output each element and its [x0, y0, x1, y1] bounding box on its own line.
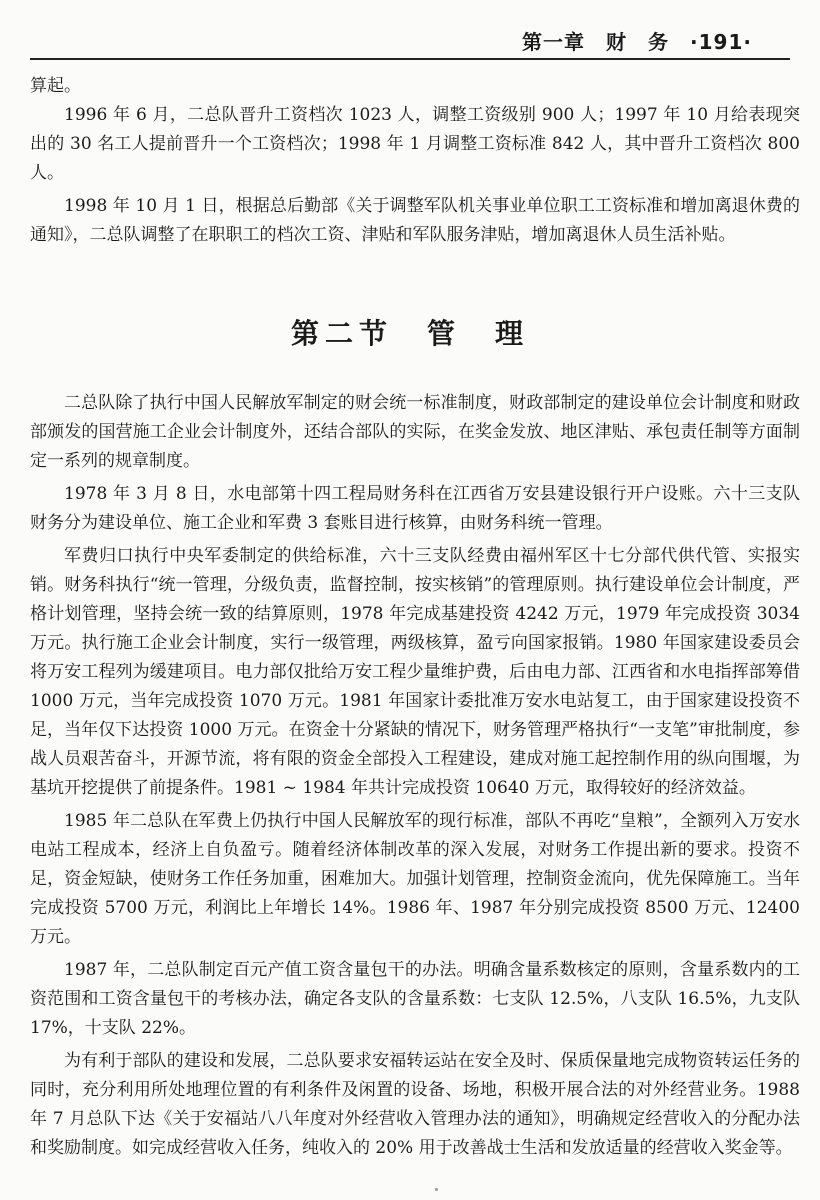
paragraph-1998-adjustment: 1998 年 10 月 1 日，根据总后勤部《关于调整军队机关事业单位职工工资标准和增加离退休费的通知》，二总队调整了在职职工的档次工资、津贴和军队服务津贴，增加离退休人员生活补贴。 — [30, 196, 800, 245]
chapter-page-header: 第一章 财 务 ·191· — [522, 30, 752, 54]
running-header — [30, 22, 790, 60]
paragraph-military-funds: 军费归口执行中央军委制定的供给标准，六十三支队经费由福州军区十七分部代供代管、实报实销。财务科执行“统一管理，分级负责，监督控制，按实核销”的管理原则。执行建设单位会计制度，严格计划管理，坚持会统一致的结算原则，1978 年完成基建投资 4242 万元，1979 年完成投资 3034 万元。执行施工企业会计制度，实行一级管理，两级核算，盈亏向国家报销。1980 年国家建设委员会将万安工程列为缓建项目。电力部仅批给万安工程少量维护费，后由电力部、江西省和水电指挥部筹借 1000 万元，当年完成投资 1070 万元。1981 年国家计委批准万安水电站复工，由于国家建设投资不足，当年仅下达投资 1000 万元。在资金十分紧缺的情况下，财务管理严格执行“一支笔”审批制度，参战人员艰苦奋斗，开源节流，将有限的资金全部投入工程建设，建成对施工起控制作用的纵向围堰，为基坑开挖提供了前提条件。1981 ~ 1984 年共计完成投资 10640 万元，取得较好的经济效益。 — [30, 546, 800, 798]
paragraph-anfu-station: 为有利于部队的建设和发展，二总队要求安福转运站在安全及时、保质保量地完成物资转运任务的同时，充分利用所处地理位置的有利条件及闲置的设备、场地，积极开展合法的对外经营业务。1988 年 7 月总队下达《关于安福站八八年度对外经营收入管理办法的通知》，明确规定经营收入的分配办法和奖励制度。如完成经营收入任务，纯收入的 20% 用于改善战士生活和发放适量的经营收入奖金等。 — [30, 1051, 800, 1158]
paragraph-1978-accounts: 1978 年 3 月 8 日，水电部第十四工程局财务科在江西省万安县建设银行开户设账。六十三支队财务分为建设单位、施工企业和军费 3 套账目进行核算，由财务科统一管理。 — [30, 484, 800, 533]
section-title: 第二节 管 理 — [290, 317, 529, 350]
paragraph-regulations: 二总队除了执行中国人民解放军制定的财会统一标准制度，财政部制定的建设单位会计制度和财政部颁发的国营施工企业会计制度外，还结合部队的实际，在奖金发放、地区津贴、承包责任制等方面制定一系列的规章制度。 — [30, 393, 800, 471]
section-text-block — [30, 389, 800, 1163]
paragraph-continuation: 算起。 — [30, 76, 81, 96]
paragraph-1996-wages: 1996 年 6 月，二总队晋升工资档次 1023 人，调整工资级别 900 人；1997 年 10 月给表现突出的 30 名工人提前晋升一个工资档次；1998 年 1 月调整工资标准 842 人，其中晋升工资档次 800 人。 — [30, 105, 800, 183]
top-text-block — [30, 72, 800, 250]
paragraph-1985: 1985 年二总队在军费上仍执行中国人民解放军的现行标准，部队不再吃“皇粮”，全额列入万安水电站工程成本，经济上自负盈亏。随着经济体制改革的深入发展，对财务工作提出新的要求。投资不足，资金短缺，使财务工作任务加重，困难加大。加强计划管理，控制资金流向，优先保障施工。当年完成投资 5700 万元，利润比上年增长 14%。1986 年、1987 年分别完成投资 8500 万元、12400 万元。 — [30, 811, 800, 947]
scan-speck — [435, 1188, 438, 1191]
paragraph-1987-wage-content: 1987 年，二总队制定百元产值工资含量包干的办法。明确含量系数核定的原则，含量系数内的工资范围和工资含量包干的考核办法，确定各支队的含量系数：七支队 12.5%，八支队 16.5%，九支队 17%，十支队 22%。 — [30, 960, 800, 1038]
